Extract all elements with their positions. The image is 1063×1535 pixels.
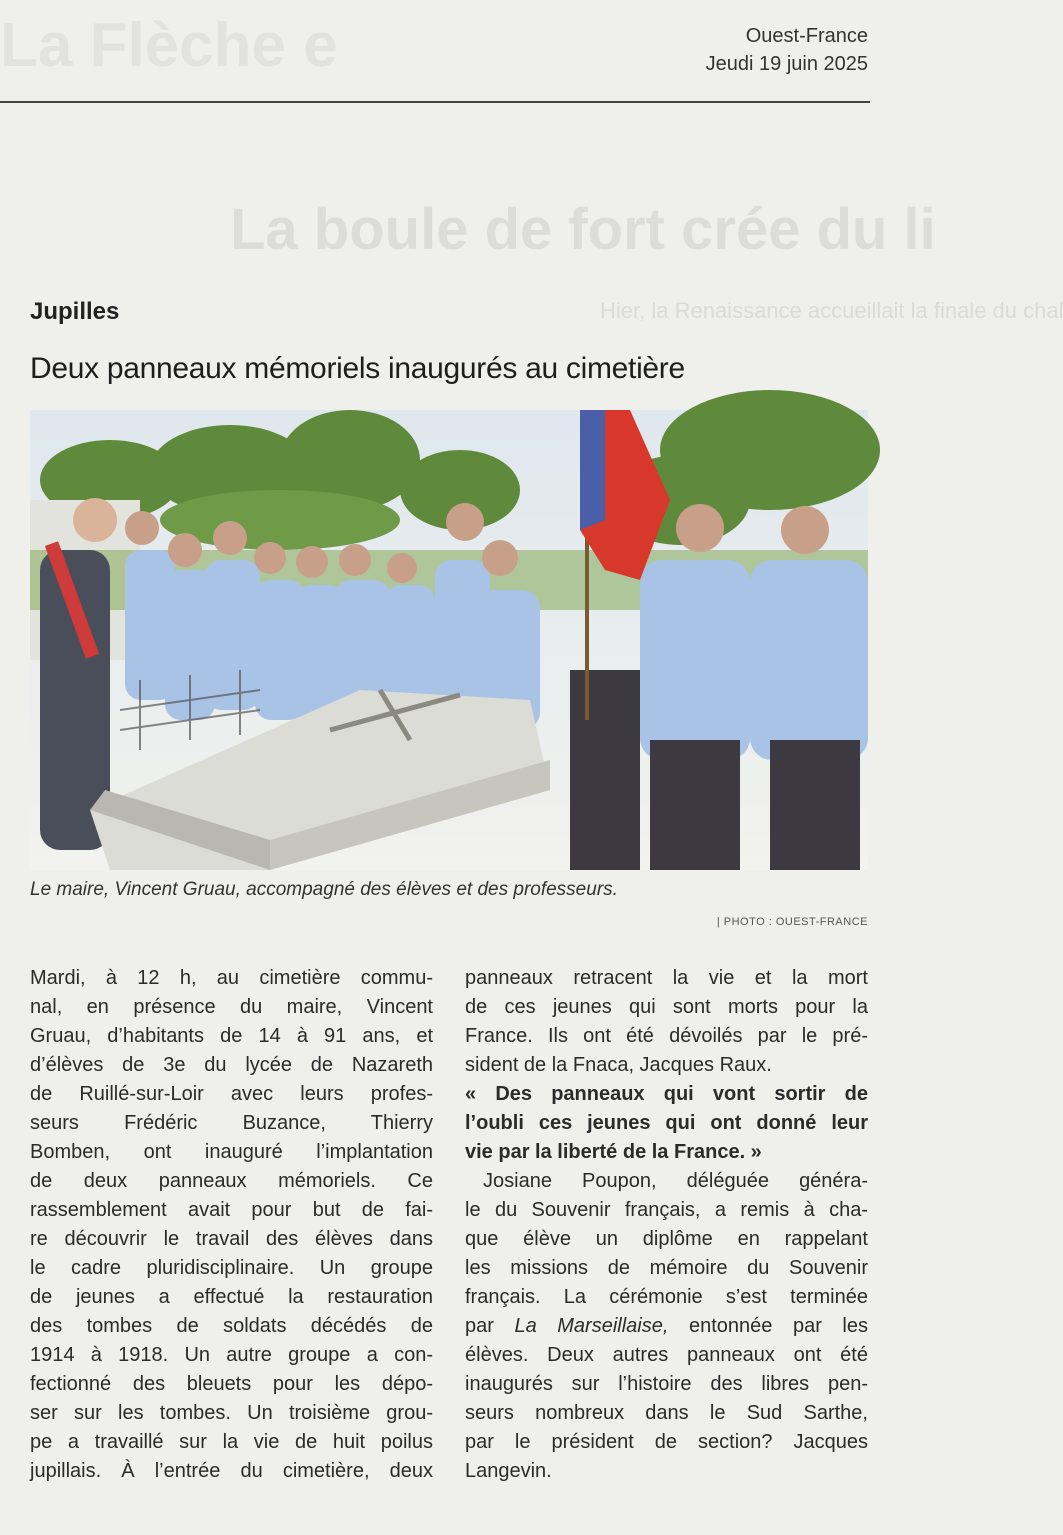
- article-text-line: 1914 à 1918. Un autre groupe a con-: [30, 1344, 433, 1366]
- song-title: La Marseillaise,: [514, 1315, 669, 1337]
- article-photo: [30, 410, 868, 870]
- article-text-line: rassemblement avait pour but de fai-: [30, 1199, 433, 1221]
- article-text-line: nal, en présence du maire, Vincent: [30, 996, 433, 1018]
- article-text-line: jupillais. À l’entrée du cimetière, deux: [30, 1460, 433, 1482]
- article-text-line: Gruau, d’habitants de 14 à 91 ans, et: [30, 1025, 433, 1047]
- article-text-line: de Ruillé-sur-Loir avec leurs profes-: [30, 1083, 433, 1105]
- bleed-through-headline: La boule de fort crée du li: [230, 197, 936, 262]
- article-column-2: [465, 964, 868, 1486]
- article-text-line: l’oubli ces jeunes qui ont donné leur: [465, 1112, 868, 1134]
- article-text-line: seurs nombreux dans le Sud Sarthe,: [465, 1402, 868, 1424]
- publication-date: Jeudi 19 juin 2025: [705, 53, 868, 75]
- article-text-line: seurs Frédéric Buzance, Thierry: [30, 1112, 433, 1134]
- article-text-line: de ces jeunes qui sont morts pour la: [465, 996, 868, 1018]
- article-text-line: [465, 1312, 868, 1341]
- newspaper-name: Ouest-France: [745, 25, 868, 47]
- article-kicker: Jupilles: [30, 298, 120, 325]
- article-text-line: sident de la Fnaca, Jacques Raux.: [465, 1054, 772, 1076]
- article-text-line: le cadre pluridisciplinaire. Un groupe: [30, 1257, 433, 1279]
- ceremony-photo-illustration: [30, 410, 868, 870]
- photo-caption: Le maire, Vincent Gruau, accompagné des élèves et des professeurs.: [30, 879, 618, 900]
- article-text-line: français. La cérémonie s’est terminée: [465, 1286, 868, 1308]
- photo-credit: | PHOTO : OUEST-FRANCE: [716, 916, 868, 928]
- article-text-line: Bomben, ont inauguré l’implantation: [30, 1141, 433, 1163]
- article-text-line: fectionné des bleuets pour les dépo-: [30, 1373, 433, 1395]
- article-text-line: inaugurés sur l’histoire des libres pen-: [465, 1373, 868, 1395]
- article-text-line: par le président de section? Jacques: [465, 1431, 868, 1453]
- article-text-line: France. Ils ont été dévoilés par le pré-: [465, 1025, 868, 1047]
- article-text-line: ser sur les tombes. Un troisième grou-: [30, 1402, 433, 1424]
- article-text-line: re découvrir le travail des élèves dans: [30, 1228, 433, 1250]
- article-text-line: Mardi, à 12 h, au cimetière commu-: [30, 967, 433, 989]
- article-text-line: pe a travaillé sur la vie de huit poilus: [30, 1431, 433, 1453]
- article-text-line: « Des panneaux qui vont sortir de: [465, 1083, 868, 1105]
- article-headline: Deux panneaux mémoriels inaugurés au cimetière: [30, 352, 685, 385]
- article-text-line: de deux panneaux mémoriels. Ce: [30, 1170, 433, 1192]
- text-fragment: par: [465, 1315, 515, 1337]
- article-text-line: vie par la liberté de la France. »: [465, 1141, 762, 1163]
- article-text-line: de jeunes a effectué la restauration: [30, 1286, 433, 1308]
- article-text-line: élèves. Deux autres panneaux ont été: [465, 1344, 868, 1366]
- bleed-through-title: La Flèche e: [0, 11, 338, 80]
- article-text-line: que élève un diplôme en rappelant: [465, 1228, 868, 1250]
- article-text-line: panneaux retracent la vie et la mort: [465, 967, 868, 989]
- article-text-line: les missions de mémoire du Souvenir: [465, 1257, 868, 1279]
- article-text-line: d’élèves de 3e du lycée de Nazareth: [30, 1054, 433, 1076]
- article-text-line: Josiane Poupon, déléguée généra-: [483, 1170, 868, 1192]
- article-column-1: [30, 964, 433, 1486]
- article-text-line: Langevin.: [465, 1460, 552, 1482]
- article-text-line: le du Souvenir français, a remis à cha-: [465, 1199, 868, 1221]
- article-text-line: des tombes de soldats décédés de: [30, 1315, 433, 1337]
- text-fragment: entonnée par les: [668, 1315, 868, 1337]
- bleed-through-text: Hier, la Renaissance accueillait la finale du chal: [600, 298, 1063, 323]
- masthead: [706, 22, 868, 78]
- masthead-rule: [0, 101, 870, 103]
